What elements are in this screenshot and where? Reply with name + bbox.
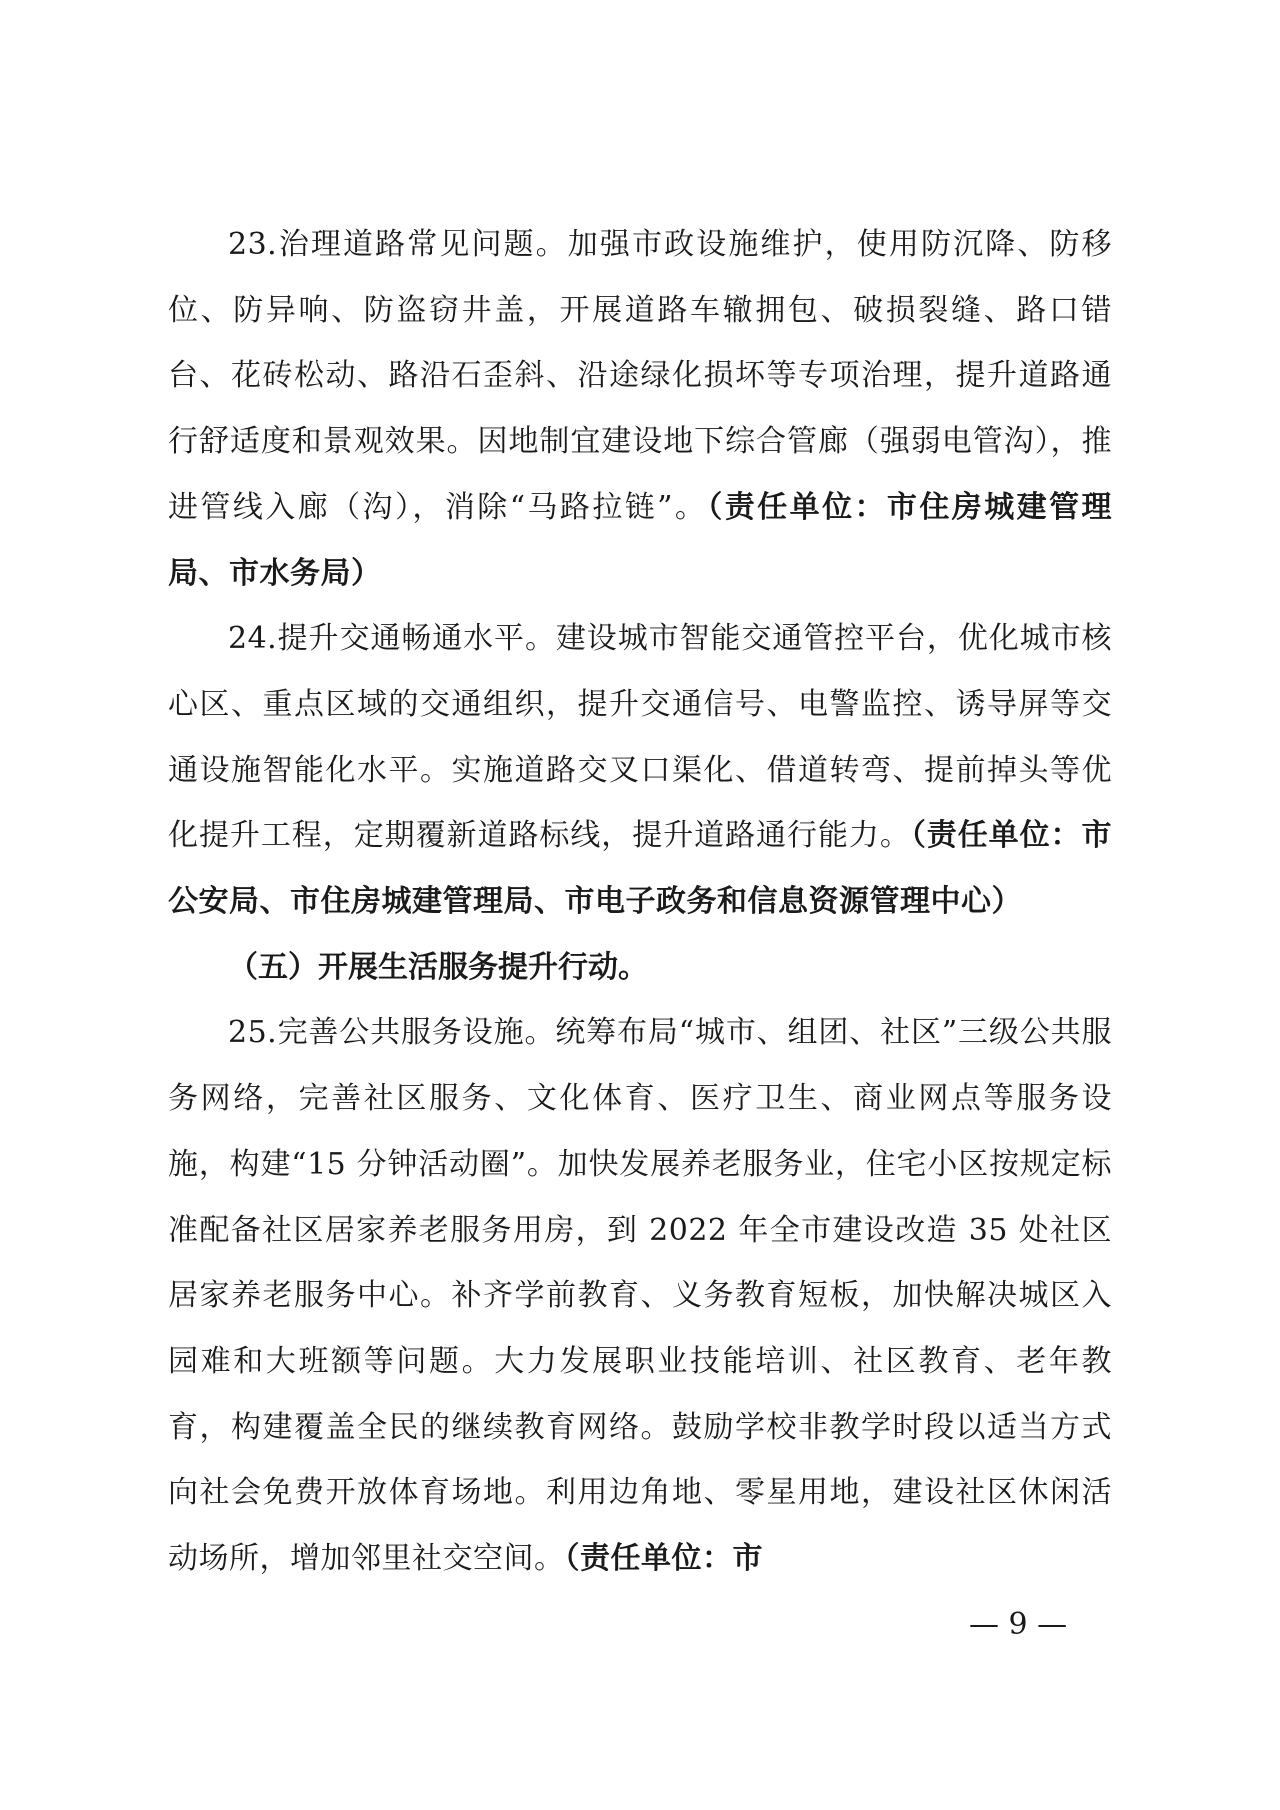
document-body — [168, 212, 1112, 1592]
paragraph-text: 25.完善公共服务设施。统筹布局“城市、组团、社区”三级公共服务网络，完善社区服务、文化体育、医疗卫生、商业网点等服务设施，构建“15 分钟活动圈”。加快发展养老服务业，住宅小区按规定标准配备社区居家养老服务用房，到 2022 年全市建设改造 35 处社区居家养老服务中心。补齐学前教育、义务教育短板，加快解决城区入园难和大班额等问题。大力发展职业技能培训、社区教育、老年教育，构建覆盖全民的继续教育网络。鼓励学校非教学时段以适当方式向社会免费开放体育场地。利用边角地、零星用地，建设社区休闲活动场所，增加邻里社交空间。 — [168, 1015, 1112, 1577]
paragraph-text: 23.治理道路常见问题。加强市政设施维护，使用防沉降、防移位、防异响、防盗窃井盖，开展道路车辙拥包、破损裂缝、路口错台、花砖松动、路沿石歪斜、沿途绿化损坏等专项治理，提升道路通行舒适度和景观效果。因地制宜建设地下综合管廊（强弱电管沟），推进管线入廊（沟），消除“马路拉链”。 — [168, 227, 1112, 525]
paragraph-text: 24.提升交通畅通水平。建设城市智能交通管控平台，优化城市核心区、重点区域的交通组织，提升交通信号、电警监控、诱导屏等交通设施智能化水平。实施道路交叉口渠化、借道转弯、提前掉头等优化提升工程，定期覆新道路标线，提升道路通行能力。 — [168, 621, 1112, 854]
paragraph-item-23 — [168, 212, 1112, 606]
section-heading: （五）开展生活服务提升行动。 — [228, 949, 648, 985]
responsibility-note: （责任单位：市住房城建管理局、市水务局） — [168, 489, 1112, 591]
page-footer — [0, 1605, 1280, 1645]
responsibility-note: （责任单位：市 — [564, 1541, 763, 1577]
page-number: — 9 — — [969, 1607, 1068, 1642]
paragraph-item-25 — [168, 1000, 1112, 1591]
responsibility-note: （责任单位：市公安局、市住房城建管理局、市电子政务和信息资源管理中心） — [168, 818, 1113, 920]
paragraph-item-24 — [168, 606, 1112, 935]
